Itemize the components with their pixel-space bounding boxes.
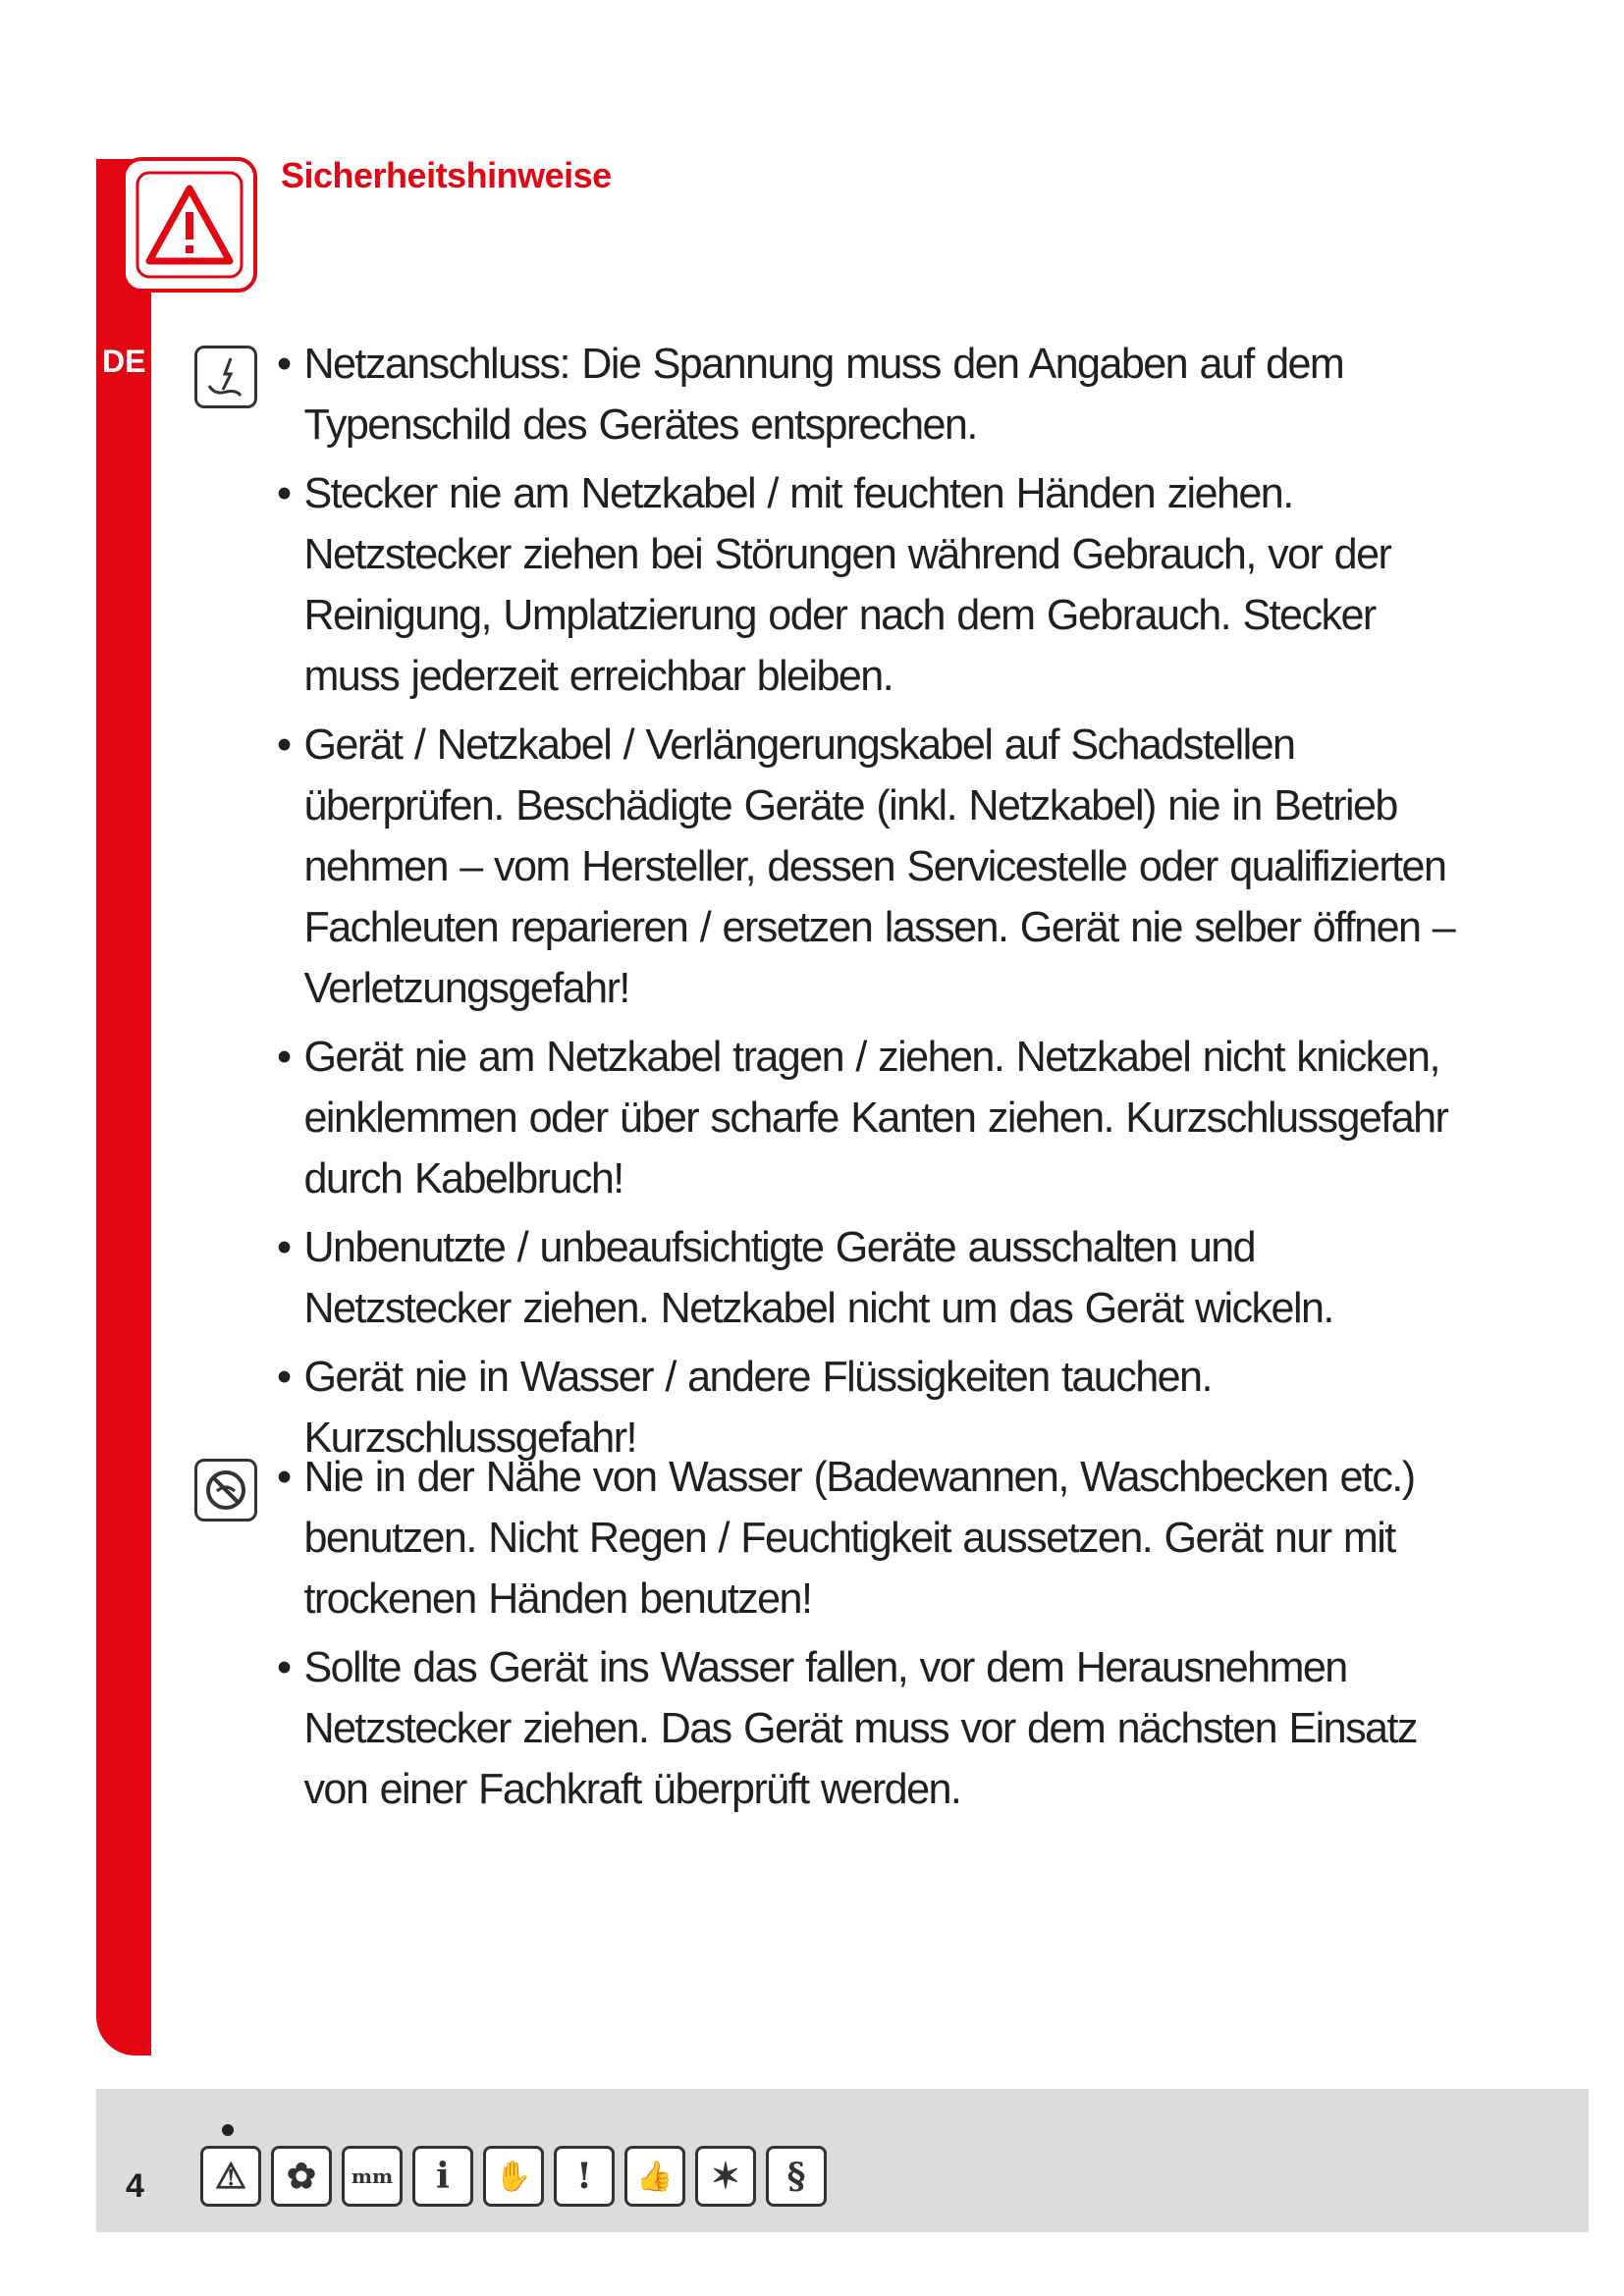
list-item: • Sollte das Gerät ins Wasser fallen, vor dem Herausnehmen Netzstecker ziehen. Das Gerät muss vor dem nächsten Einsatz von einer Fachkraft überprüft werden. xyxy=(277,1637,1470,1820)
list-item: • Stecker nie am Netzkabel / mit feuchten Händen ziehen. Netzstecker ziehen bei Störungen während Gebrauch, vor der Reinigung, Umplatzierung oder nach dem Gebrauch. Stecker muss jederzeit erreichbar bleiben. xyxy=(277,463,1470,707)
active-section-marker xyxy=(222,2124,234,2136)
warning-triangle-icon xyxy=(122,157,257,293)
list-item: • Gerät nie am Netzkabel tragen / ziehen. Netzkabel nicht knicken, einklemmen oder über scharfe Kanten ziehen. Kurzschlussgefahr durch Kabelbruch! xyxy=(277,1027,1470,1209)
hand-icon[interactable]: ✋ xyxy=(483,2146,544,2207)
thumbs-up-icon[interactable]: 👍 xyxy=(624,2146,685,2207)
footer-icon-row xyxy=(200,2146,827,2207)
sparkle-icon[interactable]: ✶ xyxy=(695,2146,756,2207)
water-safety-list xyxy=(277,1447,1494,1828)
list-item: • Gerät nie in Wasser / andere Flüssigkeiten tauchen. Kurzschlussgefahr! xyxy=(277,1347,1470,1468)
list-item: • Nie in der Nähe von Wasser (Badewannen, Waschbecken etc.) benutzen. Nicht Regen / Feuchtigkeit aussetzen. Gerät nur mit trockenen Händen benutzen! xyxy=(277,1447,1470,1629)
list-item: • Netzanschluss: Die Spannung muss den Angaben auf dem Typenschild des Gerätes entsprechen. xyxy=(277,334,1470,455)
warning-icon[interactable]: ⚠ xyxy=(200,2146,261,2207)
exclamation-icon[interactable]: ! xyxy=(554,2146,615,2207)
paragraph-icon[interactable]: § xyxy=(766,2146,827,2207)
language-tab: DE xyxy=(102,344,146,379)
electric-plug-hand-icon xyxy=(194,346,257,408)
info-icon[interactable]: i xyxy=(412,2146,473,2207)
no-water-icon xyxy=(194,1459,257,1522)
page-title: Sicherheitshinweise xyxy=(281,155,612,195)
list-item: • Unbenutzte / unbeaufsichtigte Geräte ausschalten und Netzstecker ziehen. Netzkabel nicht um das Gerät wickeln. xyxy=(277,1217,1470,1339)
page-number: 4 xyxy=(126,2167,144,2205)
flower-icon[interactable]: ✿ xyxy=(271,2146,332,2207)
electric-safety-list xyxy=(277,334,1494,1476)
list-item: • Gerät / Netzkabel / Verlängerungskabel auf Schadstellen überprüfen. Beschädigte Geräte (inkl. Netzkabel) nie in Betrieb nehmen – vom Hersteller, dessen Servicestelle oder qualifizierten Fachleuten reparieren / ersetzen lassen. Gerät nie selber öffnen – Verletzungsgefahr! xyxy=(277,715,1470,1019)
side-red-bar xyxy=(96,159,151,2056)
ruler-mm-icon[interactable]: mm xyxy=(342,2146,403,2207)
